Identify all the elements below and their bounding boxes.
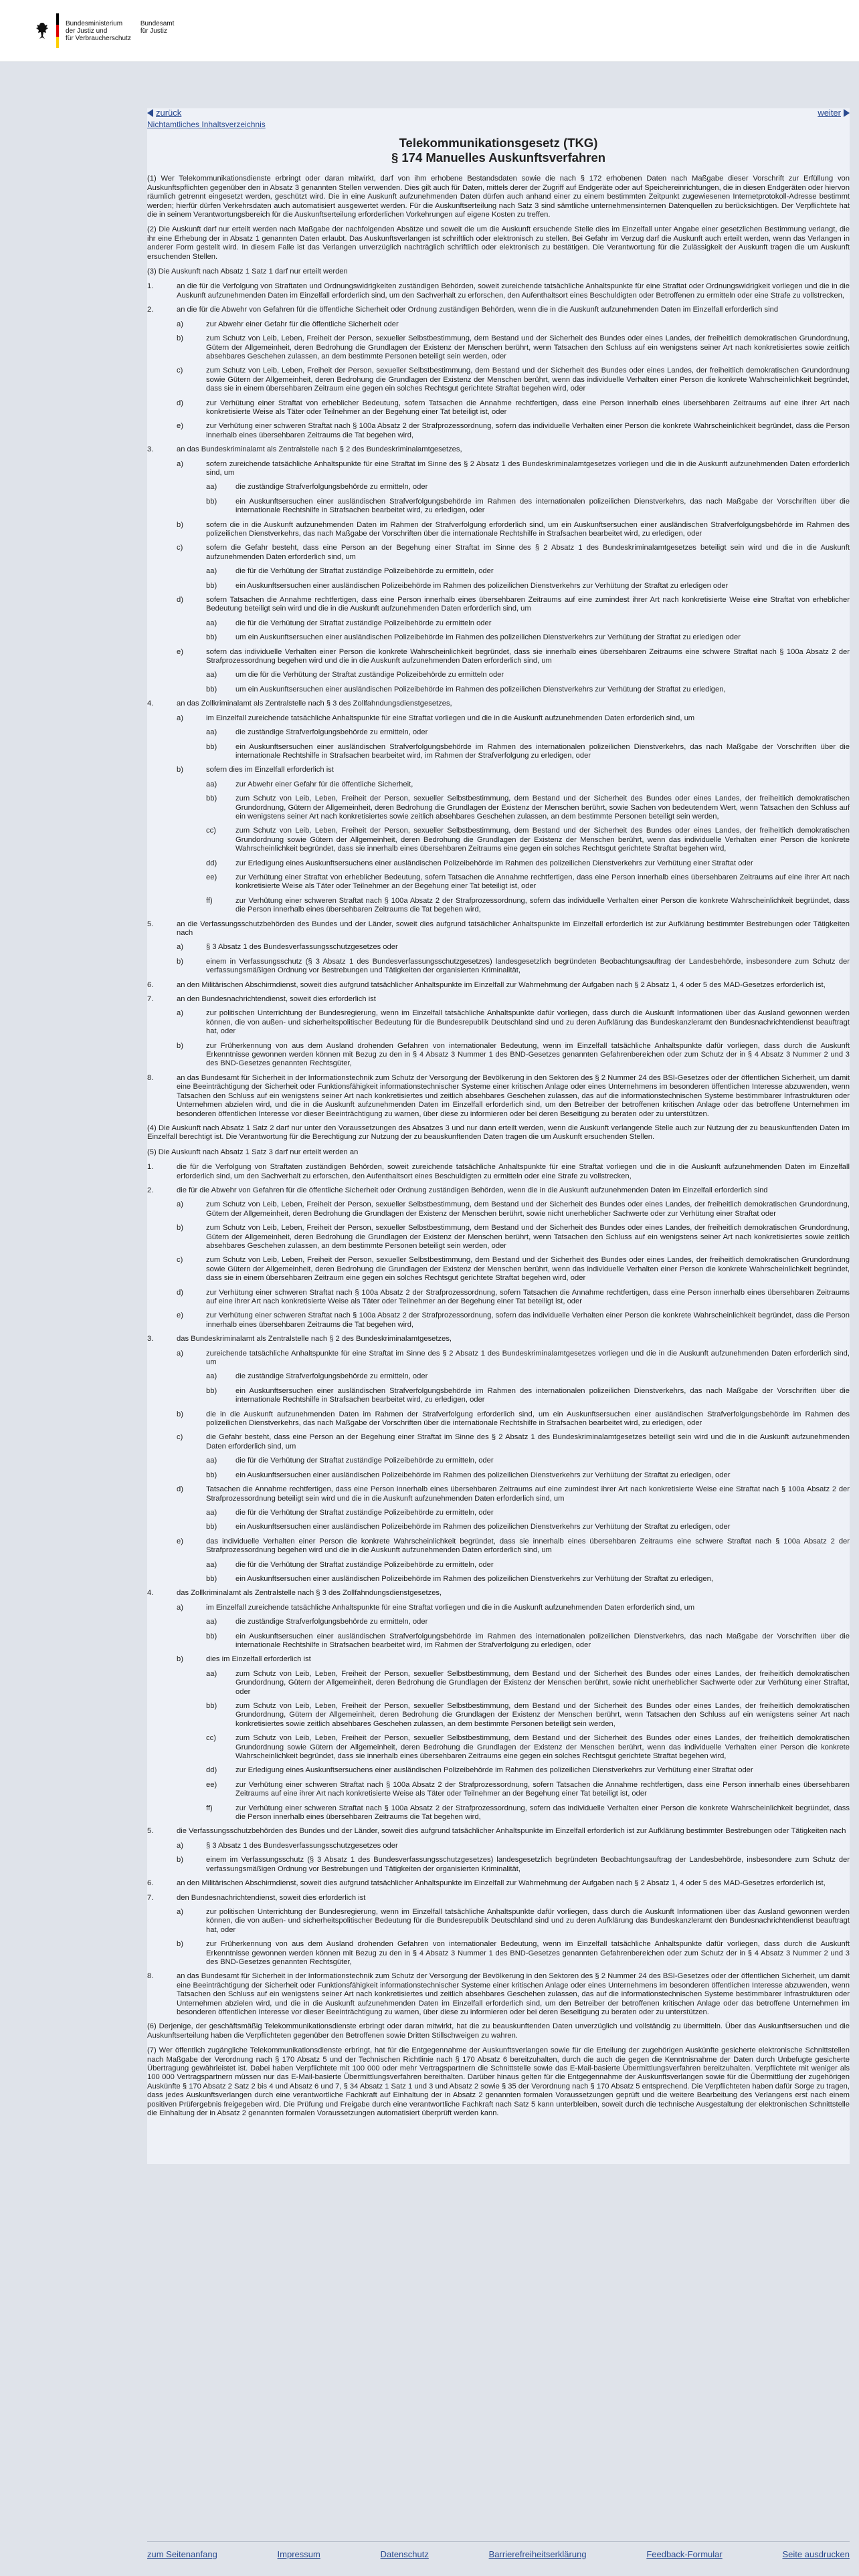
- list-text: zum Schutz von Leib, Leben, Freiheit der Person, sexueller Selbstbestimmung, dem Bestand und der Sicherheit des Bundes oder eines Landes, der freiheitlich demokratischen Grundordnung, Gütern der Allgemeinheit, deren Bedrohung die Grundlagen der Existenz der Menschen berührt, sowie Sachen von bedeutendem Wert, wenn Tatsachen den Schluss auf ein wenigstens seiner Art nach konkretisiertes sowie zeitlich absehbares Geschehen zulassen, an dem bestimmte Personen beteiligt sein werden,: [235, 794, 850, 821]
- list-number: e): [177, 1311, 183, 1320]
- list-subitem: [177, 1433, 850, 1451]
- list-subitem: [177, 1224, 850, 1251]
- list-text: zum Schutz von Leib, Leben, Freiheit der Person, sexueller Selbstbestimmung, dem Bestand und der Sicherheit des Bundes oder eines Landes, der freiheitlich demokratischen Grundordnung, Gütern der Allgemeinheit, deren Bedrohung die Grundlagen der Existenz der Menschen berührt, wenn Tatsachen den Schluss auf ein wenigstens seiner Art nach konkretisiertes sowie zeitlich absehbares Geschehen zulassen, an dem bestimmte Personen beteiligt sein werden,: [235, 1702, 850, 1728]
- federal-eagle-icon: [35, 21, 50, 41]
- paragraph-3-list: [147, 282, 850, 1118]
- list-text: zur Verhütung einer schweren Straftat nach § 100a Absatz 2 der Strafprozessordnung, sofern Tatsachen die Annahme rechtfertigen, dass eine Person innerhalb eines übersehbaren Zeitraums auf eine ihrer Art nach konkretisierte Weise als Täter oder Teilnehmer an der Begehung einer Tat beteiligt ist, oder: [235, 1780, 850, 1798]
- list-text: zum Schutz von Leib, Leben, Freiheit der Person, sexueller Selbstbestimmung, dem Bestand und der Sicherheit des Bundes oder eines Landes, der freiheitlich demokratischen Grundordnung, Gütern der Allgemeinheit, deren Bedrohung die Grundlagen der Existenz der Menschen berührt, sowie nicht unerheblicher Sachwerte oder zur Verhütung einer Straftat oder: [206, 1200, 850, 1218]
- list-subsubitem: [206, 619, 850, 628]
- footer-link-accessibility[interactable]: Barrierefreiheitserklärung: [488, 2549, 587, 2559]
- paragraph-1: (1) Wer Telekommunikationsdienste erbringt oder daran mitwirkt, darf von ihm erhobene Bestandsdaten sowie die nach § 172 erhobenen Daten nach Maßgabe dieser Vorschrift zur Erfüllung von Auskunftspflichten gegenüber den in Absatz 3 genannten Stellen verwenden. Dies gilt auch für Daten, mittels derer der Zugriff auf Endgeräte oder auf Speichereinrichtungen, die in diesen Endgeräten oder hiervon räumlich getrennt eingesetzt werden, geschützt wird. Die in eine Auskunft aufzunehmenden Daten dürfen auch anhand einer zu einem bestimmten Zeitpunkt zugewiesenen Internetprotokoll-Adresse bestimmt werden; hierfür dürfen Verkehrsdaten auch automatisiert ausgewertet werden. Für die Auskunftserteilung nach Satz 3 sind sämtliche unternehmensinternen Datenquellen zu berücksichtigen. Der Verpflichtete hat die in seinem Verantwortungsbereich für die Auskunftserteilung erforderlichen Vorkehrungen auf eigene Kosten zu treffen.: [147, 175, 850, 219]
- list-number: 2.: [147, 306, 154, 314]
- paragraph-5-list: [147, 1163, 850, 2017]
- list-subitem: [177, 958, 850, 976]
- list-number: 4.: [147, 700, 154, 708]
- list-text: sofern das individuelle Verhalten einer Person die konkrete Wahrscheinlichkeit begründet, dass sie innerhalb eines übersehbaren Zeitraums eine schwere Straftat nach § 100a Absatz 2 der Strafprozessordnung begehen wird und die in die Auskunft aufzunehmenden Daten erforderlich sind, um: [206, 647, 850, 665]
- list-text: an die für die Abwehr von Gefahren für die öffentliche Sicherheit oder Ordnung zuständigen Behörden, wenn die in die Auskunft aufzunehmenden Daten im Einzelfall erforderlich sind: [177, 306, 779, 314]
- list-text: ein Auskunftsersuchen einer ausländischen Strafverfolgungsbehörde im Rahmen des internationalen polizeilichen Dienstverkehrs, das nach Maßgabe der Vorschriften über die internationale Rechtshilfe in Strafsachen bearbeitet wird, zu erledigen, oder: [235, 1386, 850, 1404]
- list-number: dd): [206, 1766, 217, 1775]
- list-number: ff): [206, 1804, 213, 1812]
- list-subsubitem: [206, 1766, 850, 1775]
- toc-link[interactable]: Nichtamtliches Inhaltsverzeichnis: [147, 120, 266, 129]
- list-text: die für die Verhütung der Straftat zuständige Polizeibehörde zu ermitteln oder: [235, 619, 492, 627]
- list-text: dies im Einzelfall erforderlich ist: [206, 1655, 311, 1664]
- paragraph-7: (7) Wer öffentlich zugängliche Telekommunikationsdienste erbringt, hat für die Entgegennahme der Auskunftsverlangen sowie für die Erteilung der zugehörigen Auskünfte gesicherte elektronische Schnittstellen nach Maßgabe der Verordnung nach § 170 Absatz 5 und der Technischen Richtlinie nach § 170 Absatz 6 bereitzuhalten, durch die auch die gegen die Kenntnisnahme der Daten durch Unbefugte gesicherte Übertragung gewährleistet ist. Dabei haben Verpflichtete mit 100 000 oder mehr Vertragspartnern die Schnittstelle sowie das E-Mail-basierte Übermittlungsverfahren bereitzuhalten. Verpflichtete mit weniger als 100 000 Vertragspartnern müssen nur das E-Mail-basierte Übermittlungsverfahren bereithalten. Darüber hinaus gelten für die Entgegennahme der Auskunftsverlangen sowie für die Übermittlung der zugehörigen Auskünfte § 170 Absatz 2 Satz 2 bis 4 und Absatz 6 und 7, § 34 Absatz 1 Satz 1 und 3 und Absatz 2 sowie § 35 der Verordnung nach § 170 Absatz 5 entsprechend. Die Verpflichteten haben dafür Sorge zu tragen, dass jedes Auskunftsverlangen durch eine verantwortliche Fachkraft auf Einhaltung der in Absatz 2 genannten formalen Voraussetzungen geprüft und die weitere Bearbeitung des Verlangens erst nach einem positiven Prüfergebnis freigegeben wird. Die Prüfung und Freigabe durch eine verantwortliche Fachkraft nach Satz 5 kann unterbleiben, soweit durch die technische Ausgestaltung der elektronischen Schnittstelle die Einhaltung der in Absatz 2 genannten formalen Voraussetzungen automatisiert überprüft werden kann.: [147, 2046, 850, 2118]
- list-number: c): [177, 366, 183, 375]
- list-number: 5.: [147, 1827, 154, 1836]
- list-text: die für die Abwehr von Gefahren für die öffentliche Sicherheit oder Ordnung zuständigen Behörden, wenn die in die Auskunft aufzunehmenden Daten im Einzelfall erforderlich sind: [177, 1186, 768, 1194]
- list-text: an das Bundeskriminalamt als Zentralstelle nach § 2 des Bundeskriminalamtgesetzes,: [177, 445, 462, 454]
- list-number: aa): [206, 1618, 217, 1626]
- list-subitem: [177, 714, 850, 723]
- list-number: bb): [206, 1523, 217, 1531]
- list-item: [147, 1894, 850, 1903]
- list-number: bb): [206, 1471, 217, 1479]
- list-subsubitem: [206, 743, 850, 761]
- list-number: bb): [206, 1632, 217, 1640]
- list-number: bb): [206, 497, 217, 506]
- list-subsubitem: [206, 1670, 850, 1697]
- list-text: sofern die Gefahr besteht, dass eine Person an der Begehung einer Straftat im Sinne des § 2 Absatz 1 des Bundeskriminalamtgesetzes beteiligt sein wird und die in die Auskunft aufzunehmenden Daten erforderlich sind, um: [206, 544, 850, 561]
- paragraph-5-intro: (5) Die Auskunft nach Absatz 1 Satz 3 darf nur erteilt werden an: [147, 1148, 359, 1156]
- list-text: zur Verhütung einer schweren Straftat nach § 100a Absatz 2 der Strafprozessordnung, sofern das individuelle Verhalten einer Person die konkrete Wahrscheinlichkeit begründet, dass die Person innerhalb eines übersehbaren Zeitraums die Tat begehen wird,: [235, 896, 850, 914]
- list-text: die zuständige Strafverfolgungsbehörde zu ermitteln, oder: [235, 1618, 428, 1626]
- list-subitem: [177, 521, 850, 539]
- list-subsubitem: [206, 1632, 850, 1650]
- list-number: 6.: [147, 980, 154, 989]
- list-subsubitem: [206, 897, 850, 915]
- list-text: an die für die Verfolgung von Straftaten und Ordnungswidrigkeiten zuständigen Behörden, soweit zureichende tatsächliche Anhaltspunkte für eine Straftat oder Ordnungswidrigkeit vorliegen und die in die Auskunft aufzunehmenden Daten im Einzelfall erforderlich sind, um den Sachverhalt zu erforschen, den Aufenthaltsort eines Beschuldigten oder Betroffenen zu ermitteln oder eine Strafe zu vollstrecken,: [177, 282, 850, 300]
- list-text: zur Verhütung einer schweren Straftat nach § 100a Absatz 2 der Strafprozessordnung, sofern das individuelle Verhalten einer Person die konkrete Wahrscheinlichkeit begründet, dass die Person innerhalb eines übersehbaren Zeitraums die Tat begehen wird,: [206, 1311, 850, 1329]
- list-number: ff): [206, 896, 213, 905]
- arrow-left-icon: [147, 109, 153, 117]
- list-text: an das Bundesamt für Sicherheit in der Informationstechnik zum Schutz der Versorgung der Bevölkerung in den Sektoren des § 2 Nummer 24 des BSI-Gesetzes oder der öffentlichen Sicherheit, um damit eine Beeinträchtigung der Sicherheit oder Funktionsfähigkeit informationstechnischer Systeme einer kritischen Anlage oder eines Unternehmens im besonderen öffentlichen Interesse abzuwenden, wenn Tatsachen den Schluss auf ein wenigstens seiner Art nach konkretisiertes und zeitlich absehbares Geschehen zulassen, das auf die informationstechnischen Systeme bestimmbarer Infrastrukturen oder Unternehmen abzielen wird, und die in die Auskunft aufzunehmenden Daten im Einzelfall erforderlich sind, um den Betreiber der betroffenen kritischen Anlage oder das betroffene Unternehmen im besonderen öffentlichen Interesse vor dieser Beeinträchtigung zu warnen, über diese zu informieren oder bei deren Beseitigung zu beraten oder zu unterstützen.: [177, 1972, 850, 2016]
- list-text: die zuständige Strafverfolgungsbehörde zu ermitteln, oder: [235, 483, 428, 492]
- list-number: a): [177, 320, 183, 328]
- list-number: aa): [206, 1508, 217, 1517]
- list-subitem: [177, 1842, 850, 1850]
- list-number: b): [177, 766, 183, 774]
- list-subsubitem: [206, 1523, 850, 1531]
- list-subsubitem: [206, 1471, 850, 1480]
- list-number: bb): [206, 1702, 217, 1710]
- list-subitem: [177, 544, 850, 562]
- list-text: die für die Verhütung der Straftat zuständige Polizeibehörde zu ermitteln, oder: [235, 1457, 494, 1465]
- list-subitem: [177, 1537, 850, 1555]
- list-number: a): [177, 943, 183, 952]
- logo-ministry-name: Bundesministerium der Justiz und für Verbraucherschutz: [66, 19, 131, 42]
- list-text: das individuelle Verhalten einer Person die konkrete Wahrscheinlichkeit begründet, dass sie innerhalb eines übersehbaren Zeitraums eine schwere Straftat nach § 100a Absatz 2 der Strafprozessordnung begehen wird und die in die Auskunft aufzunehmenden Daten erforderlich sind, um: [206, 1537, 850, 1555]
- list-text: an den Bundesnachrichtendienst, soweit dies erforderlich ist: [177, 995, 376, 1004]
- list-number: c): [177, 544, 183, 552]
- list-subitem: [177, 1009, 850, 1036]
- list-text: zur politischen Unterrichtung der Bundesregierung, wenn im Einzelfall tatsächliche Anhaltspunkte dafür vorliegen, dass durch die Auskunft Informationen über das Ausland gewonnen werden können, die von außen- und sicherheitspolitischer Bedeutung für die Bundesrepublik Deutschland sind und zu deren Aufklärung das Bundeskanzleramt den Bundesnachrichtendienst beauftragt hat, oder: [206, 1907, 850, 1934]
- list-text: zur Verhütung einer Straftat von erheblicher Bedeutung, sofern Tatsachen die Annahme rechtfertigen, dass eine Person innerhalb eines übersehbaren Zeitraums auf eine ihrer Art nach konkretisierte Weise als Täter oder Teilnehmer an der Begehung einer Tat beteiligt ist, oder: [235, 873, 850, 891]
- list-number: d): [177, 596, 183, 605]
- list-subsubitem: [206, 873, 850, 891]
- list-subitem: [177, 460, 850, 478]
- list-item: [147, 1163, 850, 1181]
- list-subsubitem: [206, 1509, 850, 1517]
- list-number: 3.: [147, 1335, 154, 1344]
- list-text: einem in Verfassungsschutz (§ 3 Absatz 1 des Bundesverfassungsschutzgesetzes) landesgesetzlich begründeten Beobachtungsauftrag der Landesbehörde, insbesondere zum Schutz der verfassungsmäßigen Ordnung vor Bestrebungen und Tätigkeiten der organisierten Kriminalität,: [206, 957, 850, 975]
- list-text: Tatsachen die Annahme rechtfertigen, dass eine Person innerhalb eines übersehbaren Zeitraums auf eine zumindest ihrer Art nach konkretisierte Weise eine Straftat nach § 100a Absatz 2 der Strafprozessordnung beteiligt sein wird und die in die Auskunft aufzunehmenden Daten erforderlich sind, um: [206, 1485, 850, 1503]
- list-item: [147, 920, 850, 938]
- list-item: [147, 1074, 850, 1119]
- list-subsubitem: [206, 1561, 850, 1570]
- list-subitem: [177, 1485, 850, 1503]
- list-number: c): [177, 1256, 183, 1265]
- list-number: b): [177, 1041, 183, 1050]
- list-subsubitem: [206, 1575, 850, 1584]
- list-subsubitem: [206, 780, 850, 789]
- list-number: c): [177, 1433, 183, 1442]
- ministry-logo[interactable]: [35, 13, 174, 48]
- list-subitem: [177, 1042, 850, 1069]
- list-number: b): [177, 1940, 183, 1949]
- list-item: [147, 1827, 850, 1836]
- list-number: bb): [206, 794, 217, 803]
- list-subsubitem: [206, 728, 850, 737]
- list-number: a): [177, 1349, 183, 1358]
- list-number: a): [177, 1009, 183, 1018]
- list-number: bb): [206, 742, 217, 751]
- list-item: [147, 282, 850, 300]
- list-item: [147, 995, 850, 1004]
- list-subsubitem: [206, 498, 850, 516]
- list-subsubitem: [206, 582, 850, 591]
- list-text: um ein Auskunftsersuchen einer ausländischen Polizeibehörde im Rahmen des polizeilichen Dienstverkehrs zur Verhütung der Straftat zu erledigen oder: [235, 633, 741, 642]
- list-text: ein Auskunftsersuchen einer ausländischen Polizeibehörde im Rahmen des polizeilichen Dienstverkehrs zur Verhütung der Straftat zu erledigen oder: [235, 581, 729, 590]
- list-text: zur politischen Unterrichtung der Bundesregierung, wenn im Einzelfall tatsächliche Anhaltspunkte dafür vorliegen, dass durch die Auskunft Informationen über das Ausland gewonnen werden können, die von außen- und sicherheitspolitischer Bedeutung für die Bundesrepublik Deutschland sind und zu deren Aufklärung das Bundeskanzleramt den Bundesnachrichtendienst beauftragt hat, oder: [206, 1009, 850, 1036]
- footer-link-print[interactable]: Seite ausdrucken: [782, 2549, 850, 2559]
- site-footer: [147, 2541, 850, 2559]
- list-text: die für die Verhütung der Straftat zuständige Polizeibehörde zu ermitteln, oder: [235, 1560, 494, 1569]
- list-subitem: [177, 1410, 850, 1428]
- law-title: Telekommunikationsgesetz (TKG): [399, 136, 598, 150]
- list-subsubitem: [206, 483, 850, 492]
- list-text: die in die Auskunft aufzunehmenden Daten im Rahmen der Strafverfolgung erforderlich sind, um ein Auskunftsersuchen einer ausländischen Strafverfolgungsbehörde im Rahmen des polizeilichen Dienstverkehrs, das nach Maßgabe der Vorschriften über die internationale Rechtshilfe in Strafsachen bearbeitet wird, zu erledigen, oder: [206, 1410, 850, 1428]
- list-subsubitem: [206, 1387, 850, 1405]
- list-subitem: [177, 1908, 850, 1935]
- list-subsubitem: [206, 1781, 850, 1799]
- list-text: im Einzelfall zureichende tatsächliche Anhaltspunkte für eine Straftat vorliegen und die in die Auskunft aufzunehmenden Daten erforderlich sind, um: [206, 714, 695, 722]
- section-title: § 174 Manuelles Auskunftsverfahren: [391, 150, 606, 165]
- footer-link-top[interactable]: zum Seitenanfang: [147, 2549, 217, 2559]
- list-number: aa): [206, 671, 217, 679]
- list-subsubitem: [206, 567, 850, 576]
- list-text: im Einzelfall zureichende tatsächliche Anhaltspunkte für eine Straftat vorliegen und die in die Auskunft aufzunehmenden Daten erforderlich sind, um: [206, 1603, 695, 1612]
- list-item: [147, 445, 850, 454]
- list-number: cc): [206, 827, 216, 835]
- list-text: zum Schutz von Leib, Leben, Freiheit der Person, sexueller Selbstbestimmung, dem Bestand und der Sicherheit des Bundes oder eines Landes, der freiheitlich demokratischen Grundordnung, Gütern der Allgemeinheit, deren Bedrohung die Grundlagen der Existenz der Menschen berührt, wenn Tatsachen den Schluss auf ein wenigstens seiner Art nach konkretisiertes sowie zeitlich absehbares Geschehen zulassen, an dem bestimmte Personen beteiligt sein werden, oder: [206, 1224, 850, 1250]
- list-subsubitem: [206, 671, 850, 679]
- list-number: aa): [206, 1669, 217, 1678]
- list-text: zur Abwehr einer Gefahr für die öffentliche Sicherheit,: [235, 780, 413, 788]
- list-number: 2.: [147, 1186, 154, 1194]
- list-item: [147, 1879, 850, 1888]
- list-text: das Bundeskriminalamt als Zentralstelle nach § 2 des Bundeskriminalamtgesetzes,: [177, 1335, 452, 1344]
- list-text: zum Schutz von Leib, Leben, Freiheit der Person, sexueller Selbstbestimmung, dem Bestand und der Sicherheit des Bundes oder eines Landes, der freiheitlich demokratischen Grundordnung sowie Gütern der Allgemeinheit, deren Bedrohung die Grundlagen der Existenz der Menschen berührt, wenn das individuelle Verhalten einer Person die konkrete Wahrscheinlichkeit begründet, dass sie in einem übersehbaren Zeitraum eine gegen ein solches Rechtsgut gerichtete Straftat begehen wird, oder: [206, 1256, 850, 1283]
- list-number: bb): [206, 685, 217, 693]
- list-subitem: [177, 399, 850, 417]
- list-text: sofern Tatsachen die Annahme rechtfertigen, dass eine Person innerhalb eines übersehbaren Zeitraums auf eine zumindest ihrer Art nach konkretisierte Weise eine Straftat von erheblicher Bedeutung beteiligt sein wird und die in die Auskunft aufzunehmenden Daten erforderlich sind, um: [206, 596, 850, 613]
- list-text: an das Bundesamt für Sicherheit in der Informationstechnik zum Schutz der Versorgung der Bevölkerung in den Sektoren des § 2 Nummer 24 des BSI-Gesetzes oder der öffentlichen Sicherheit, um damit eine Beeinträchtigung der Sicherheit oder Funktionsfähigkeit informationstechnischer Systeme einer kritischen Anlage oder eines Unternehmens im besonderen öffentlichen Interesse abzuwenden, wenn Tatsachen den Schluss auf ein wenigstens seiner Art nach konkretisiertes und zeitlich absehbares Geschehen zulassen, das auf die informationstechnischen Systeme bestimmbarer Infrastrukturen oder Unternehmen abzielen wird, und die in die Auskunft aufzunehmenden Daten im Einzelfall erforderlich sind, um den Betreiber der betroffenen kritischen Anlage oder das betroffene Unternehmen im besonderen öffentlichen Interesse vor dieser Beeinträchtigung zu warnen, über diese zu informieren oder bei deren Beseitigung zu beraten oder zu unterstützen.: [177, 1073, 850, 1118]
- list-subitem: [177, 1940, 850, 1967]
- footer-link-feedback[interactable]: Feedback-Formular: [646, 2549, 723, 2559]
- list-text: ein Auskunftsersuchen einer ausländischen Strafverfolgungsbehörde im Rahmen des internationalen polizeilichen Dienstverkehrs, das nach Maßgabe der Vorschriften über die internationale Rechtshilfe in Strafsachen bearbeitet wird, zu erledigen, oder: [235, 497, 850, 515]
- list-text: die zuständige Strafverfolgungsbehörde zu ermitteln, oder: [235, 728, 428, 737]
- list-number: b): [177, 334, 183, 343]
- paragraph-3-intro: (3) Die Auskunft nach Absatz 1 Satz 1 darf nur erteilt werden: [147, 267, 348, 276]
- list-text: die für die Verhütung der Straftat zuständige Polizeibehörde zu ermitteln, oder: [235, 1508, 494, 1517]
- list-item: [147, 1589, 850, 1598]
- list-text: zur Verhütung einer Straftat von erheblicher Bedeutung, sofern Tatsachen die Annahme rechtfertigen, dass eine Person innerhalb eines übersehbaren Zeitraums auf eine ihrer Art nach konkretisierte Weise als Täter oder Teilnehmer an der Begehung einer Tat beteiligt ist, oder: [206, 399, 850, 416]
- list-subsubitem: [206, 859, 850, 868]
- list-number: aa): [206, 619, 217, 627]
- list-text: die Gefahr besteht, dass eine Person an der Begehung einer Straftat im Sinne des § 2 Absatz 1 des Bundeskriminalamtgesetzes beteiligt sein wird und die in die Auskunft aufzunehmenden Daten erforderlich sind, um: [206, 1433, 850, 1451]
- list-subsubitem: [206, 685, 850, 694]
- list-text: an das Zollkriminalamt als Zentralstelle nach § 3 des Zollfahndungsdienstgesetzes,: [177, 700, 452, 708]
- law-content: [147, 108, 850, 2164]
- list-subitem: [177, 1256, 850, 1283]
- list-text: ein Auskunftsersuchen einer ausländischen Polizeibehörde im Rahmen des polizeilichen Dienstverkehrs zur Verhütung der Straftat zu erledigen,: [235, 1574, 713, 1583]
- list-text: ein Auskunftsersuchen einer ausländischen Strafverfolgungsbehörde im Rahmen des internationalen polizeilichen Dienstverkehrs, das nach Maßgabe der Vorschriften über die internationale Rechtshilfe in Strafsachen bearbeitet wird, im Rahmen der Strafverfolgung zu erledigen, oder: [235, 742, 850, 760]
- list-number: cc): [206, 1734, 216, 1743]
- list-number: b): [177, 1224, 183, 1232]
- list-number: bb): [206, 581, 217, 590]
- list-subitem: [177, 1856, 850, 1874]
- list-text: sofern zureichende tatsächliche Anhaltspunkte für eine Straftat im Sinne des § 2 Absatz 1 des Bundeskriminalamtgesetzes vorliegen und die in die Auskunft aufzunehmenden Daten erforderlich sind, um: [206, 459, 850, 477]
- list-number: aa): [206, 567, 217, 576]
- list-subitem: [177, 943, 850, 952]
- list-number: d): [177, 399, 183, 407]
- list-subitem: [177, 1289, 850, 1307]
- list-text: um ein Auskunftsersuchen einer ausländischen Polizeibehörde im Rahmen des polizeilichen Dienstverkehrs zur Verhütung der Straftat zu erledigen,: [235, 685, 726, 693]
- list-subitem: [177, 766, 850, 774]
- back-link[interactable]: zurück: [147, 108, 181, 117]
- list-text: um die für die Verhütung der Straftat zuständige Polizeibehörde zu ermitteln oder: [235, 671, 504, 679]
- list-text: die Verfassungsschutzbehörden des Bundes und der Länder, soweit dies aufgrund tatsächlicher Anhaltspunkte im Einzelfall erforderlich ist zur Aufklärung bestimmter Bestrebungen oder Tätigkeiten nach: [177, 1827, 846, 1836]
- list-subitem: [177, 1604, 850, 1612]
- list-subsubitem: [206, 1372, 850, 1381]
- list-subsubitem: [206, 633, 850, 642]
- list-text: ein Auskunftsersuchen einer ausländischen Polizeibehörde im Rahmen des polizeilichen Dienstverkehrs zur Verhütung der Straftat zu erledigen, oder: [235, 1471, 731, 1479]
- list-number: bb): [206, 633, 217, 642]
- paragraph-4: (4) Die Auskunft nach Absatz 1 Satz 2 darf nur unter den Voraussetzungen des Absatzes 3 und nur dann erteilt werden, wenn die Auskunft verlangende Stelle auch zur Nutzung der zu beauskunftenden Daten im Einzelfall berechtigt ist. Die Verantwortung für die Berechtigung zur Nutzung der zu beauskunftenden Daten tragen die um Auskunft ersuchenden Stellen.: [147, 1123, 850, 1142]
- list-text: sofern die in die Auskunft aufzunehmenden Daten im Rahmen der Strafverfolgung erforderlich sind, um ein Auskunftsersuchen einer ausländischen Strafverfolgungsbehörde im Rahmen des polizeilichen Dienstverkehrs, das nach Maßgabe der Vorschriften über die internationale Rechtshilfe in Strafsachen bearbeitet wird, zu erledigen, oder: [206, 520, 850, 538]
- list-text: zur Verhütung einer schweren Straftat nach § 100a Absatz 2 der Strafprozessordnung, sofern Tatsachen die Annahme rechtfertigen, dass eine Person innerhalb eines übersehbaren Zeitraums auf eine ihrer Art nach konkretisierte Weise als Täter oder Teilnehmer an der Begehung einer Tat beteiligt ist, oder: [206, 1288, 850, 1305]
- list-number: b): [177, 1410, 183, 1418]
- paragraph-6: (6) Derjenige, der geschäftsmäßig Telekommunikationsdienste erbringt oder daran mitwirkt, hat die zu beauskunftenden Daten unverzüglich und vollständig zu übermitteln. Über das Auskunftsersuchen und die Auskunftserteilung haben die Verpflichteten gegenüber den Betroffenen sowie Dritten Stillschweigen zu wahren.: [147, 2022, 850, 2040]
- list-number: d): [177, 1288, 183, 1297]
- list-item: [147, 700, 850, 708]
- list-text: zur Erledigung eines Auskunftsersuchens einer ausländischen Polizeibehörde im Rahmen des polizeilichen Dienstverkehrs zur Verhütung einer Straftat oder: [235, 859, 753, 867]
- list-text: zureichende tatsächliche Anhaltspunkte für eine Straftat im Sinne des § 2 Absatz 1 des Bundeskriminalamtgesetzes vorliegen und die in die Auskunft aufzunehmenden Daten erforderlich sind, um: [206, 1349, 850, 1367]
- list-text: ein Auskunftsersuchen einer ausländischen Polizeibehörde im Rahmen des polizeilichen Dienstverkehrs zur Verhütung der Straftat zu erledigen, oder: [235, 1523, 731, 1531]
- pager-nav: [147, 108, 850, 120]
- list-number: e): [177, 647, 183, 656]
- list-subitem: [177, 1655, 850, 1664]
- list-number: aa): [206, 1457, 217, 1465]
- list-text: zur Verhütung einer schweren Straftat nach § 100a Absatz 2 der Strafprozessordnung, sofern das individuelle Verhalten einer Person die konkrete Wahrscheinlichkeit begründet, dass die Person innerhalb eines übersehbaren Zeitraums die Tat begehen wird,: [235, 1804, 850, 1822]
- list-number: a): [177, 1841, 183, 1850]
- site-header: [0, 0, 859, 62]
- list-item: [147, 1972, 850, 2017]
- list-subsubitem: [206, 1804, 850, 1822]
- list-text: § 3 Absatz 1 des Bundesverfassungsschutzgesetzes oder: [206, 943, 398, 952]
- list-text: die für die Verhütung der Straftat zuständige Polizeibehörde zu ermitteln, oder: [235, 567, 494, 576]
- logo-office-name: Bundesamt für Justiz: [140, 19, 175, 35]
- list-number: dd): [206, 859, 217, 867]
- list-item: [147, 1335, 850, 1344]
- list-number: aa): [206, 780, 217, 788]
- list-subsubitem: [206, 794, 850, 821]
- list-text: zum Schutz von Leib, Leben, Freiheit der Person, sexueller Selbstbestimmung, dem Bestand und der Sicherheit des Bundes oder eines Landes, der freiheitlich demokratischen Grundordnung sowie Gütern der Allgemeinheit, deren Bedrohung die Grundlagen der Existenz der Menschen berührt, wenn das individuelle Verhalten einer Person die konkrete Wahrscheinlichkeit begründet, dass sie in einem übersehbaren Zeitraum eine gegen ein solches Rechtsgut gerichtete Straftat begehen wird, oder: [206, 366, 850, 393]
- list-subitem: [177, 596, 850, 614]
- footer-link-imprint[interactable]: Impressum: [277, 2549, 320, 2559]
- list-number: 3.: [147, 445, 154, 454]
- list-text: zur Verhütung einer schweren Straftat nach § 100a Absatz 2 der Strafprozessordnung, sofern das individuelle Verhalten einer Person die konkrete Wahrscheinlichkeit begründet, dass die Person innerhalb eines übersehbaren Zeitraums die Tat begehen wird,: [206, 422, 850, 439]
- list-number: a): [177, 1603, 183, 1612]
- list-number: bb): [206, 1574, 217, 1583]
- list-text: an den Militärischen Abschirmdienst, soweit dies aufgrund tatsächlicher Anhaltspunkte im Einzelfall zur Wahrnehmung der Aufgaben nach § 2 Absatz 1, 4 oder 5 des MAD-Gesetzes erforderlich ist,: [177, 980, 826, 989]
- list-number: a): [177, 714, 183, 722]
- list-subitem: [177, 648, 850, 666]
- list-text: zum Schutz von Leib, Leben, Freiheit der Person, sexueller Selbstbestimmung, dem Bestand und der Sicherheit des Bundes oder eines Landes, der freiheitlich demokratischen Grundordnung, Gütern der Allgemeinheit, deren Bedrohung die Grundlagen der Existenz der Menschen berührt, sowie nicht unerheblicher Sachwerte oder zur Verhütung einer Straftat, oder: [235, 1669, 850, 1696]
- list-number: 7.: [147, 1893, 154, 1902]
- list-subsubitem: [206, 1702, 850, 1729]
- list-number: ee): [206, 873, 217, 881]
- list-text: an die Verfassungsschutzbehörden des Bundes und der Länder, soweit dies aufgrund tatsächlicher Anhaltspunkte im Einzelfall erforderlich ist zur Aufklärung bestimmter Bestrebungen oder Tätigkeiten nach: [177, 920, 850, 937]
- list-number: aa): [206, 1560, 217, 1569]
- list-text: einem im Verfassungsschutz (§ 3 Absatz 1 des Bundesverfassungsschutzgesetzes) landesgesetzlich begründeten Beobachtungsauftrag der Landesbehörde, insbesondere zum Schutz der verfassungsmäßigen Ordnung vor Bestrebungen und Tätigkeiten der organisierten Kriminalität,: [206, 1856, 850, 1873]
- list-subsubitem: [206, 827, 850, 853]
- list-text: zur Abwehr einer Gefahr für die öffentliche Sicherheit oder: [206, 320, 399, 328]
- german-flag-stripe: [56, 13, 59, 48]
- list-number: aa): [206, 483, 217, 492]
- list-text: zur Früherkennung von aus dem Ausland drohenden Gefahren von internationaler Bedeutung, wenn im Einzelfall tatsächliche Anhaltspunkte dafür vorliegen, dass durch die Auskunft Erkenntnisse gewonnen werden können mit Bezug zu den in § 4 Absatz 3 Nummer 1 des BND-Gesetzes genannten Gefahrenbereichen oder zum Schutz der in § 4 Absatz 3 Nummer 2 und 3 des BND-Gesetzes genannten Rechtsgüter,: [206, 1041, 850, 1068]
- list-number: 7.: [147, 995, 154, 1004]
- list-subsubitem: [206, 1734, 850, 1761]
- forward-link[interactable]: weiter: [818, 108, 850, 117]
- list-number: aa): [206, 1372, 217, 1381]
- list-number: b): [177, 1856, 183, 1864]
- list-number: 6.: [147, 1879, 154, 1888]
- list-number: e): [177, 1537, 183, 1545]
- paragraph-2: (2) Die Auskunft darf nur erteilt werden nach Maßgabe der nachfolgenden Absätze und soweit die um die Auskunft ersuchende Stelle dies im Einzelfall unter Angabe einer gesetzlichen Bestimmung verlangt, die ihr eine Erhebung der in Absatz 1 genannten Daten erlaubt. Das Auskunftsverlangen ist schriftlich oder elektronisch zu stellen. Bei Gefahr im Verzug darf die Auskunft auch erteilt werden, wenn das Verlangen in anderer Form gestellt wird. In diesem Falle ist das Verlangen unverzüglich nachträglich schriftlich oder elektronisch zu bestätigen. Die Verantwortung für die Zulässigkeit der Auskunft tragen die um Auskunft ersuchenden Stellen.: [147, 225, 850, 261]
- list-number: ee): [206, 1780, 217, 1789]
- list-text: § 3 Absatz 1 des Bundesverfassungsschutzgesetzes oder: [206, 1841, 398, 1850]
- list-text: den Bundesnachrichtendienst, soweit dies erforderlich ist: [177, 1893, 366, 1902]
- list-subitem: [177, 320, 850, 329]
- list-item: [147, 1186, 850, 1195]
- list-number: 8.: [147, 1073, 154, 1082]
- list-item: [147, 306, 850, 314]
- list-text: ein Auskunftsersuchen einer ausländischen Strafverfolgungsbehörde im Rahmen des internationalen polizeilichen Dienstverkehrs, das nach Maßgabe der Vorschriften über die internationale Rechtshilfe in Strafsachen bearbeitet wird, im Rahmen der Strafverfolgung zu erledigen, oder: [235, 1632, 850, 1649]
- list-subitem: [177, 334, 850, 361]
- list-subitem: [177, 1350, 850, 1368]
- list-number: 5.: [147, 920, 154, 928]
- list-subitem: [177, 422, 850, 440]
- list-text: sofern dies im Einzelfall erforderlich ist: [206, 766, 334, 774]
- list-text: zur Erledigung eines Auskunftsersuchens einer ausländischen Polizeibehörde im Rahmen des polizeilichen Dienstverkehrs zur Verhütung einer Straftat oder: [235, 1766, 753, 1775]
- list-number: b): [177, 1655, 183, 1664]
- list-subitem: [177, 366, 850, 393]
- list-text: an den Militärischen Abschirmdienst, soweit dies aufgrund tatsächlicher Anhaltspunkte im Einzelfall zur Wahrnehmung der Aufgaben nach § 2 Absatz 1, 4 oder 5 des MAD-Gesetzes erforderlich ist,: [177, 1879, 826, 1888]
- list-number: a): [177, 1200, 183, 1209]
- list-text: die zuständige Strafverfolgungsbehörde zu ermitteln, oder: [235, 1372, 428, 1381]
- list-number: a): [177, 459, 183, 468]
- list-text: zum Schutz von Leib, Leben, Freiheit der Person, sexueller Selbstbestimmung, dem Bestand und der Sicherheit des Bundes oder eines Landes, der freiheitlich demokratischen Grundordnung, Gütern der Allgemeinheit, deren Bedrohung die Grundlagen der Existenz der Menschen berührt, wenn Tatsachen den Schluss auf ein wenigstens seiner Art nach konkretisiertes sowie zeitlich absehbares Geschehen zulassen, an dem bestimmte Personen beteiligt sein werden, oder: [206, 334, 850, 360]
- list-number: b): [177, 957, 183, 966]
- list-number: a): [177, 1907, 183, 1916]
- list-text: zum Schutz von Leib, Leben, Freiheit der Person, sexueller Selbstbestimmung, dem Bestand und der Sicherheit des Bundes oder eines Landes, der freiheitlich demokratischen Grundordnung sowie Gütern der Allgemeinheit, deren Bedrohung die Grundlagen der Existenz der Menschen berührt, wenn das individuelle Verhalten einer Person die konkrete Wahrscheinlichkeit begründet, dass sie innerhalb eines übersehbaren Zeitraums eine gegen ein solches Rechtsgut gerichtete Straftat begehen wird,: [235, 827, 850, 853]
- list-item: [147, 981, 850, 990]
- list-number: e): [177, 422, 183, 431]
- arrow-right-icon: [844, 109, 850, 117]
- list-subitem: [177, 1200, 850, 1218]
- list-text: zur Früherkennung von aus dem Ausland drohenden Gefahren von internationaler Bedeutung, wenn im Einzelfall tatsächliche Anhaltspunkte dafür vorliegen, dass durch die Auskunft Erkenntnisse gewonnen werden können mit Bezug zu den in § 4 Absatz 3 Nummer 1 des BND-Gesetzes genannten Gefahrenbereichen oder zum Schutz der in § 4 Absatz 3 Nummer 2 und 3 des BND-Gesetzes genannten Rechtsgüter,: [206, 1940, 850, 1966]
- list-subitem: [177, 1311, 850, 1329]
- list-subsubitem: [206, 1457, 850, 1465]
- list-text: zum Schutz von Leib, Leben, Freiheit der Person, sexueller Selbstbestimmung, dem Bestand und der Sicherheit des Bundes oder eines Landes, der freiheitlich demokratischen Grundordnung sowie Gütern der Allgemeinheit, deren Bedrohung die Grundlagen der Existenz der Menschen berührt, wenn das individuelle Verhalten einer Person die konkrete Wahrscheinlichkeit begründet, dass sie innerhalb eines übersehbaren Zeitraums eine gegen ein solches Rechtsgut gerichtete Straftat begehen wird,: [235, 1734, 850, 1761]
- list-subsubitem: [206, 1618, 850, 1626]
- list-text: die für die Verfolgung von Straftaten zuständigen Behörden, soweit zureichende tatsächliche Anhaltspunkte für eine Straftat vorliegen und die in die Auskunft aufzunehmenden Daten im Einzelfall erforderlich sind, um den Sachverhalt zu erforschen, den Aufenthaltsort eines Beschuldigten zu ermitteln oder eine Strafe zu vollstrecken,: [177, 1163, 850, 1180]
- list-text: das Zollkriminalamt als Zentralstelle nach § 3 des Zollfahndungsdienstgesetzes,: [177, 1589, 442, 1598]
- list-number: bb): [206, 1386, 217, 1395]
- list-number: 1.: [147, 282, 154, 291]
- list-number: 1.: [147, 1163, 154, 1172]
- list-number: aa): [206, 728, 217, 737]
- list-number: b): [177, 520, 183, 529]
- list-number: 4.: [147, 1589, 154, 1598]
- footer-link-privacy[interactable]: Datenschutz: [380, 2549, 429, 2559]
- list-number: d): [177, 1485, 183, 1494]
- list-number: 8.: [147, 1972, 154, 1981]
